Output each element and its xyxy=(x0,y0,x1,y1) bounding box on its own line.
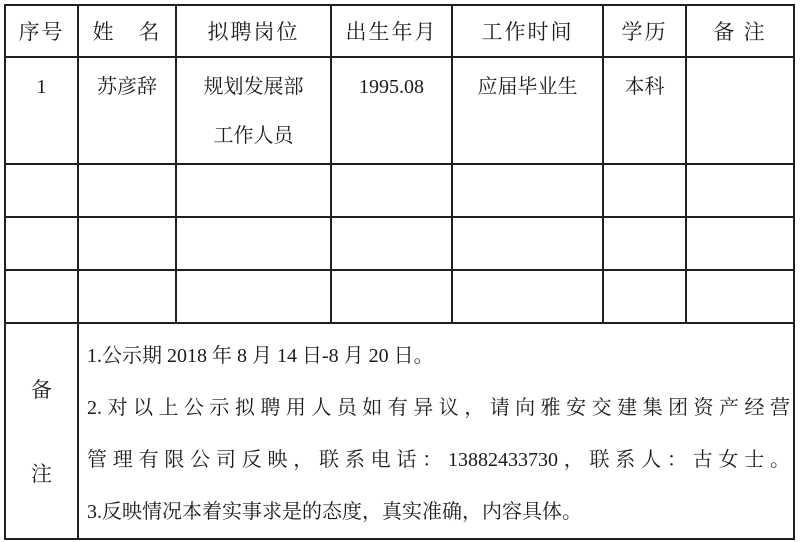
table-row-1 xyxy=(5,57,794,164)
notes-row xyxy=(5,323,794,539)
notes-vertical-label xyxy=(6,331,77,531)
empty-cell xyxy=(5,164,78,217)
note-line-3: 管理有限公司反映，联系电话：13882433730，联系人：古女士。 xyxy=(87,449,790,471)
empty-cell xyxy=(5,217,78,270)
empty-cell xyxy=(686,164,794,217)
note-line-2: 2.对以上公示拟聘用人员如有异议，请向雅安交建集团资产经营 xyxy=(87,397,790,419)
header-name: 姓 名 xyxy=(78,5,176,57)
empty-cell xyxy=(452,217,603,270)
cell-work-time: 应届毕业生 xyxy=(452,57,603,164)
header-serial-number: 序号 xyxy=(5,5,78,57)
cell-serial-number: 1 xyxy=(5,57,78,164)
cell-name: 苏彦辞 xyxy=(78,57,176,164)
empty-cell xyxy=(176,270,331,323)
empty-cell xyxy=(686,217,794,270)
table-header-row xyxy=(5,5,794,57)
empty-cell xyxy=(603,217,686,270)
empty-cell xyxy=(78,270,176,323)
header-proposed-position: 拟聘岗位 xyxy=(176,5,331,57)
header-remarks: 备 注 xyxy=(686,5,794,57)
empty-row-1 xyxy=(5,164,794,217)
position-line-1: 规划发展部 xyxy=(203,76,304,98)
notes-content-cell xyxy=(78,323,794,539)
header-education: 学历 xyxy=(603,5,686,57)
note-line-1: 1.公示期 2018 年 8 月 14 日-8 月 20 日。 xyxy=(87,345,434,367)
empty-cell xyxy=(331,270,452,323)
empty-cell xyxy=(78,164,176,217)
header-birth-date: 出生年月 xyxy=(331,5,452,57)
notes-label-char-2: 注 xyxy=(31,462,52,486)
empty-cell xyxy=(5,270,78,323)
cell-birth-date: 1995.08 xyxy=(331,57,452,164)
empty-cell xyxy=(603,164,686,217)
empty-cell xyxy=(452,164,603,217)
header-work-time: 工作时间 xyxy=(452,5,603,57)
position-line-2: 工作人员 xyxy=(213,125,294,147)
cell-education: 本科 xyxy=(603,57,686,164)
empty-cell xyxy=(603,270,686,323)
empty-cell xyxy=(176,217,331,270)
notes-label-cell xyxy=(5,323,78,539)
empty-cell xyxy=(331,164,452,217)
empty-row-3 xyxy=(5,270,794,323)
note-line-4: 3.反映情况本着实事求是的态度，真实准确，内容具体。 xyxy=(87,501,582,523)
empty-cell xyxy=(78,217,176,270)
recruitment-publicity-table xyxy=(4,4,795,540)
empty-cell xyxy=(686,270,794,323)
cell-proposed-position xyxy=(176,57,331,164)
empty-row-2 xyxy=(5,217,794,270)
empty-cell xyxy=(452,270,603,323)
empty-cell xyxy=(331,217,452,270)
notes-label-char-1: 备 xyxy=(31,378,52,402)
empty-cell xyxy=(176,164,331,217)
cell-remark xyxy=(686,57,794,164)
